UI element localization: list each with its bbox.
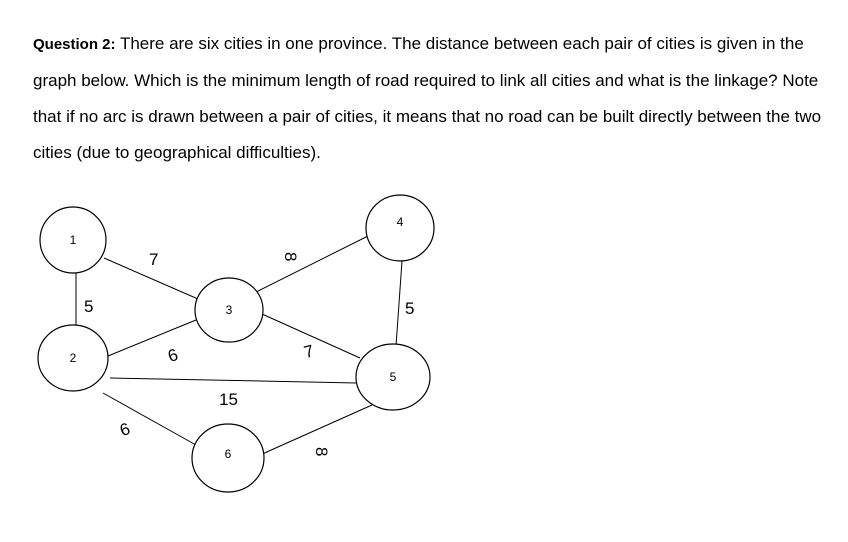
node-4 <box>366 195 434 261</box>
question-body: There are six cities in one province. The distance between each pair of cities is given in the graph below. Which is the minimum length of road required to link all cities and what is the linkage? Note that if no arc is drawn between a pair of cities, it means that no road can be built directly between the two cities (due to geographical difficulties). <box>33 34 822 162</box>
node-1-label: 1 <box>69 233 77 247</box>
weight-1-2: 5 <box>84 297 94 316</box>
weight-1-3: 7 <box>149 250 159 269</box>
node-2-label: 2 <box>69 351 77 365</box>
node-6 <box>192 424 264 492</box>
nodes-layer <box>38 195 434 492</box>
edge-2-6 <box>103 393 196 445</box>
weight-4-5: 5 <box>405 299 415 318</box>
weight-2-6: 6 <box>117 419 133 441</box>
edge-3-4 <box>254 235 370 293</box>
weights-layer <box>84 250 414 456</box>
weight-2-3: 6 <box>165 345 181 367</box>
weight-3-4: 8 <box>281 252 300 262</box>
node-5 <box>356 344 430 410</box>
node-5-label: 5 <box>389 370 397 384</box>
edge-4-5 <box>396 261 402 346</box>
weight-3-5: 7 <box>301 341 316 362</box>
weight-2-5: 15 <box>219 390 238 409</box>
node-1 <box>40 207 106 273</box>
edge-2-3 <box>108 320 196 356</box>
node-3-label: 3 <box>225 303 233 317</box>
question-label: Question 2: <box>33 36 116 53</box>
node-4-label: 4 <box>396 215 404 229</box>
weight-6-5: 8 <box>312 447 331 457</box>
node-3 <box>195 278 263 342</box>
node-6-label: 6 <box>224 447 232 461</box>
edge-2-5 <box>110 378 357 383</box>
node-2 <box>38 325 108 391</box>
